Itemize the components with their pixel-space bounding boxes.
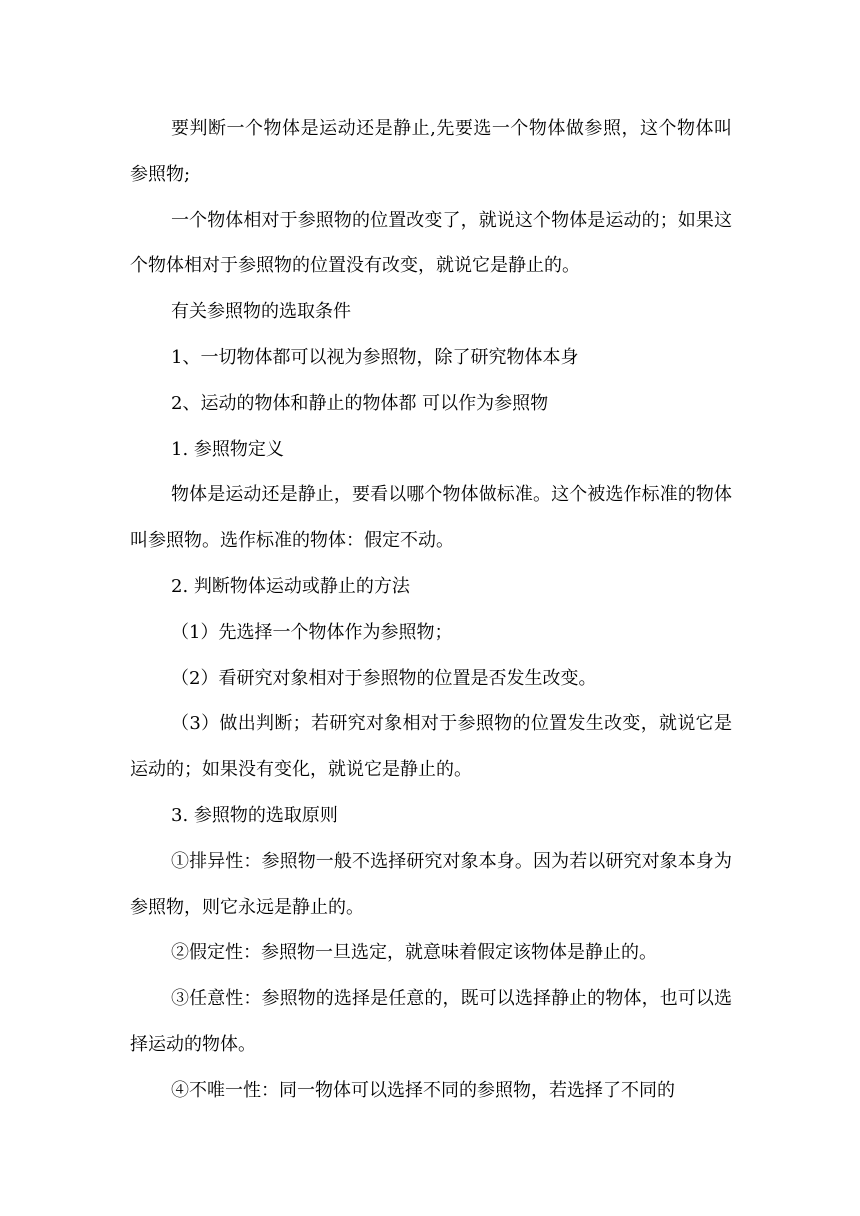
list-item-principle-arbitrariness: ③任意性：参照物的选择是任意的，既可以选择静止的物体，也可以选择运动的物体。 — [130, 988, 732, 1055]
list-item-step-3: （3）做出判断；若研究对象相对于参照物的位置发生改变，就说它是运动的；如果没有变化，就说它是静止的。 — [130, 713, 732, 781]
list-item-step-1: （1）先选择一个物体作为参照物； — [171, 621, 453, 643]
heading-judgment-method: 2. 判断物体运动或静止的方法 — [171, 575, 410, 597]
list-item-condition-1: 1、一切物体都可以视为参照物，除了研究物体本身 — [171, 346, 579, 368]
list-item-condition-2: 2、运动的物体和静止的物体都 可以作为参照物 — [171, 392, 549, 414]
heading-definition: 1. 参照物定义 — [171, 438, 284, 460]
list-item-principle-assumption: ②假定性：参照物一旦选定，就意味着假定该物体是静止的。 — [171, 942, 657, 964]
document-page — [130, 106, 732, 1114]
paragraph-intro: 要判断一个物体是运动还是静止,先要选一个物体做参照，这个物体叫参照物; — [130, 118, 732, 185]
list-item-principle-exclusivity: ①排异性：参照物一般不选择研究对象本身。因为若以研究对象本身为参照物，则它永远是静止的。 — [130, 850, 732, 918]
heading-selection-principles: 3. 参照物的选取原则 — [171, 804, 338, 826]
list-item-principle-non-uniqueness: ④不唯一性：同一物体可以选择不同的参照物，若选择了不同的 — [171, 1079, 675, 1101]
list-item-step-2: （2）看研究对象相对于参照物的位置是否发生改变。 — [171, 667, 597, 689]
paragraph-motion-rule: 一个物体相对于参照物的位置改变了，就说这个物体是运动的；如果这个物体相对于参照物的位置没有改变，就说它是静止的。 — [130, 209, 732, 277]
heading-selection-conditions: 有关参照物的选取条件 — [171, 301, 351, 323]
paragraph-definition: 物体是运动还是静止，要看以哪个物体做标准。这个被选作标准的物体叫参照物。选作标准的物体：假定不动。 — [130, 484, 732, 552]
